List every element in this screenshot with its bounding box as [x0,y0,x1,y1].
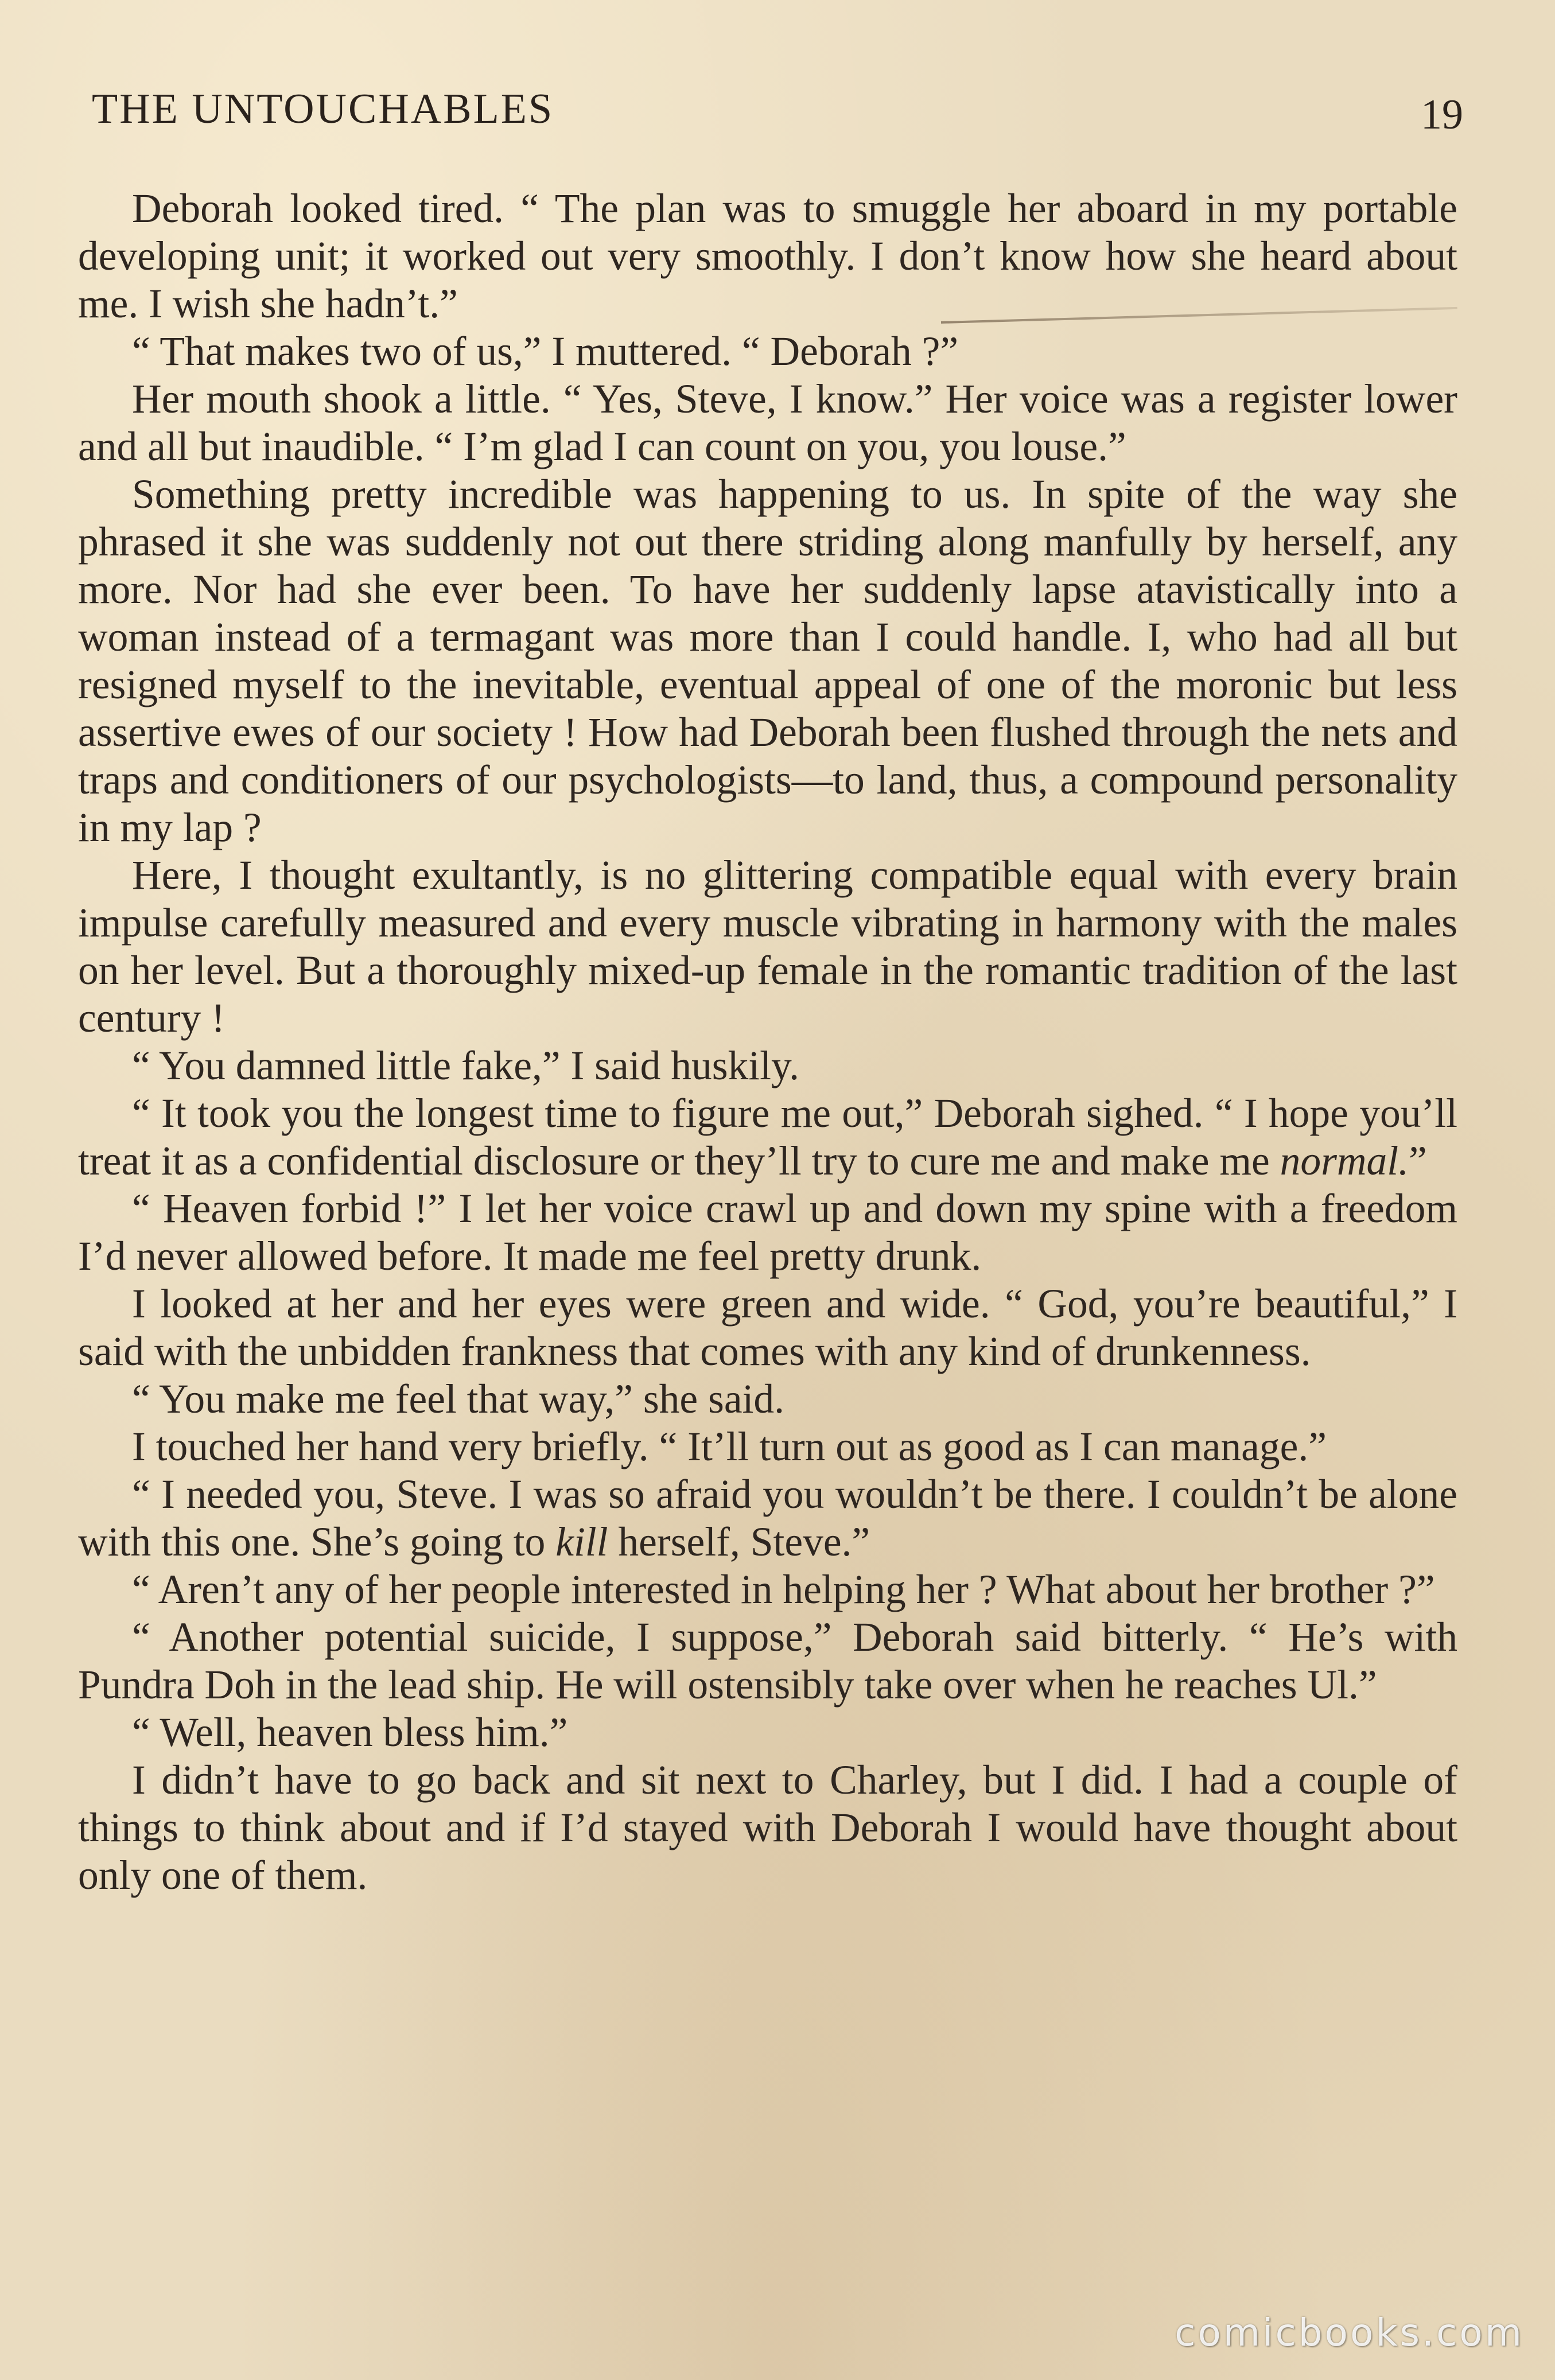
page-header [92,85,1463,148]
paragraph: I touched her hand very briefly. “ It’ll turn out as good as I can manage.” [132,1424,1327,1469]
paragraph [78,1090,1457,1185]
paragraph: Something pretty incredible was happening to us. In spite of the way she phrased it she was suddenly not out there striding along manfully by herself, any more. Nor had she ever been. To have her suddenly lapse atavistically into a woman instead of a termagant was more than I could handle. I, who had all but resigned myself to the inevitable, eventual appeal of one of the moronic but less assertive ewes of our society ! How had Deborah been flushed through the nets and traps and conditioners of our psychologists—to land, thus, a compound personality in my lap ? [78,472,1457,850]
paragraph: I looked at her and her eyes were green and wide. “ God, you’re beautiful,” I said with the unbidden frankness that comes with any kind of drunkenness. [78,1281,1457,1374]
page-number: 19 [1421,91,1463,138]
italic-word: normal. [1280,1138,1409,1184]
italic-word: kill [555,1519,608,1565]
paragraph: “ Another potential suicide, I suppose,” Deborah said bitterly. “ He’s with Pundra Doh in the lead ship. He will ostensibly take over when he reaches Ul.” [78,1615,1457,1708]
watermark: comicbooks.com [1175,2311,1524,2355]
paragraph: “ Well, heaven bless him.” [132,1710,568,1755]
paragraph: Here, I thought exultantly, is no glittering compatible equal with every brain impulse carefully measured and every muscle vibrating in harmony with the males on her level. But a thoroughly mixed-up female in the romantic tradition of the last century ! [78,853,1457,1041]
paragraph: “ You make me feel that way,” she said. [132,1376,785,1422]
paragraph-text: “ I needed you, Steve. I was so afraid you wouldn’t be there. I couldn’t be alone with this one. She’s going to [78,1472,1457,1565]
paragraph: Her mouth shook a little. “ Yes, Steve, I know.” Her voice was a register lower and all but inaudible. “ I’m glad I can count on you, you louse.” [78,376,1457,469]
paragraph: Deborah looked tired. “ The plan was to smuggle her aboard in my portable developing unit; it worked out very smoothly. I don’t know how she heard about me. I wish she hadn’t.” [78,186,1457,326]
paragraph: “ Aren’t any of her people interested in helping her ? What about her brother ?” [132,1567,1435,1612]
closing-quote: ” [1409,1138,1427,1184]
paragraph: “ Heaven forbid !” I let her voice crawl up and down my spine with a freedom I’d never allowed before. It made me feel pretty drunk. [78,1186,1457,1279]
paragraph: I didn’t have to go back and sit next to Charley, but I did. I had a couple of things to think about and if I’d stayed with Deborah I would have thought about only one of them. [78,1757,1457,1898]
paragraph: “ That makes two of us,” I muttered. “ Deborah ?” [132,329,959,374]
paragraph: “ You damned little fake,” I said huskily. [132,1043,799,1088]
paragraph [78,1471,1457,1566]
running-title: THE UNTOUCHABLES [92,85,554,133]
paragraph-tail: herself, Steve.” [608,1519,870,1565]
body-text [78,185,1457,1899]
paragraph-text: “ It took you the longest time to figure me out,” Deborah sighed. “ I hope you’ll treat it as a confidential disclosure or they’ll try to cure me and make me [78,1091,1457,1184]
